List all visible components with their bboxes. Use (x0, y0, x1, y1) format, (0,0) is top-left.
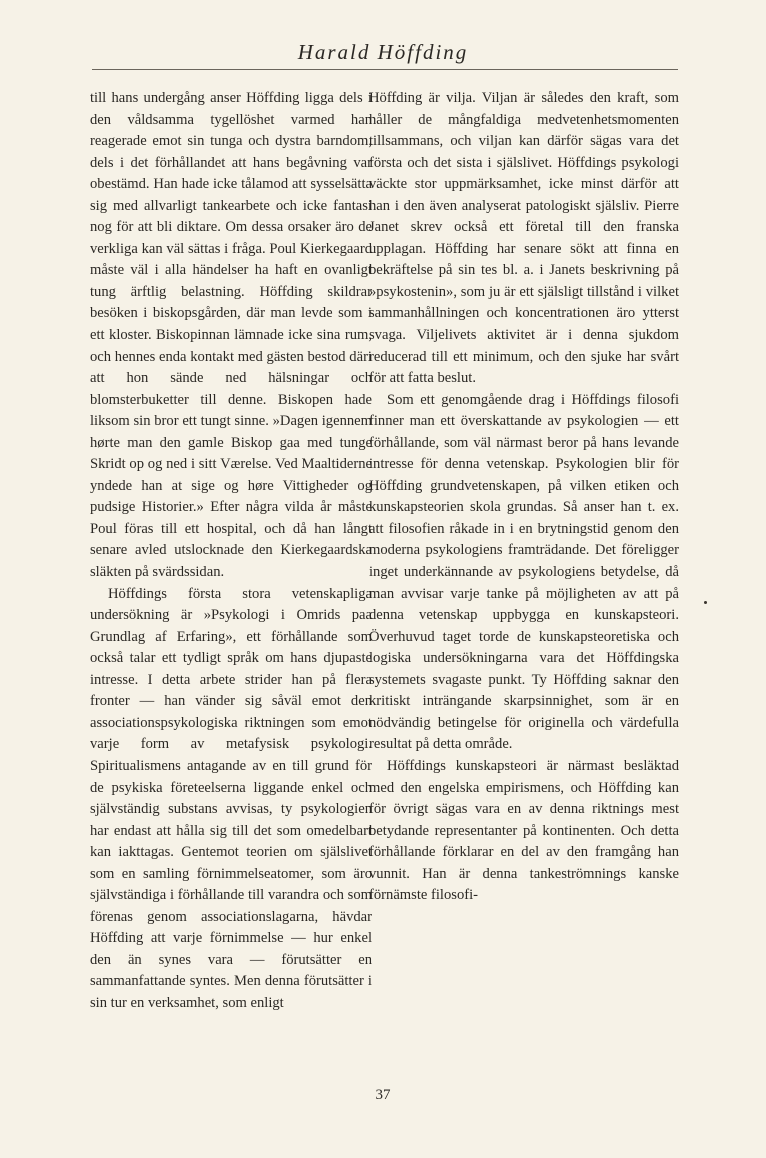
running-head-title: Harald Höffding (297, 40, 469, 64)
right-column (369, 88, 679, 907)
margin-dot-mark (704, 601, 707, 604)
paragraph-right-1: Höffding är vilja. Viljan är således den kraft, som håller de mångfaldiga medvetenhetsmomenten tillsammans, och viljan kan därför sägas vara det första och det sista i själslivet. Höffdings psykologi väckte stor uppmärksamhet, icke minst därför att han i den även analyserat patologiskt själsliv. Pierre Janet skrev också ett företal till den franska upplagan. Höffding har senare sökt att finna en bekräftelse på sin tes bl. a. i Janets beskrivning på »psykostenin», som ju är ett själsligt tillstånd i vilket sammanhållningen och koncentrationen äro ytterst svaga. Viljelivets aktivitet är i denna sjukdom reducerad till ett minimum, och den sjuke har svårt för att fatta beslut. (369, 90, 679, 387)
paragraph-right-3: Höffdings kunskapsteori är närmast besläktad med den engelska empirismens, och Höffding kan för övrigt sägas vara en av denna riktnings mest betydande representanter på kontinenten. Och detta förhållande förklarar en del av den framgång han vunnit. Han är denna tankeströmnings kanske förnämste filosofi- (369, 757, 679, 904)
paragraph-left-2: Höffdings första stora vetenskapliga undersökning är »Psykologi i Omrids paa Grundlag af Erfaring», ett förhållande som också talar ett tydligt språk om hans djupaste intresse. I detta arbete strider han på flera fronter — han vänder sig såväl emot den associationspsykologiska riktningen som emot varje form av metafysisk psykologi. Spiritualismens antagande av en till grund för de psykiska företeelserna liggande enkel och självständig substans avvisas, ty psykologien har endast att hålla sig till det som omedelbart kan iakttagas. Gentemot teorien om själslivet som en samling förnimmelseatomer, som äro självständiga i förhållande till varandra och som förenas genom associationslagarna, hävdar Höffding att varje förnimmelse — hur enkel den än synes vara — förutsätter en sammanfattande syntes. Men denna förutsätter i sin tur en verksamhet, som enligt (90, 585, 372, 1011)
page-number: 37 (375, 1087, 391, 1103)
header-rule (92, 69, 678, 70)
paragraph-left-1: till hans undergång anser Höffding ligga dels i den våldsamma tygellöshet varmed han reagerade emot sin tunga och dystra barndom, dels i det förhållandet att hans begåvning var obestämd. Han hade icke tålamod att sysselsätta sig med allvarligt tankearbete och icke fantasi nog för att bli diktare. Om dessa orsaker äro de verkliga kan väl sättas i fråga. Poul Kierkegaard måste väl i alla händelser ha haft en ovanligt tung ärftlig belastning. Höffding skildrar besöken i biskopsgården, där man levde som i ett kloster. Biskopinnan lämnade icke sina rum, och hennes enda kontakt med gästen bestod däri att hon sände ned hälsningar och blomsterbuketter till denne. Biskopen hade liksom sin bror ett tungt sinne. »Dagen igennem hørte man den gamle Biskop gaa med tunge Skridt op og ned i sitt Værelse. Ved Maaltiderne yndede han at sige og høre Vittigheder og pudsige Historier.» Efter några vilda år måste Poul föras till ett hospital, och då han långt senare avled utslocknade den Kierkegaardska släkten på svärdssidan. (90, 90, 372, 581)
left-column (90, 88, 372, 1015)
paragraph-right-2: Som ett genomgående drag i Höffdings filosofi finner man ett överskattande av psykologien — ett förhållande, som väl närmast beror på hans levande intresse för denna vetenskap. Psykologien blir för Höffding grundvetenskapen, på vilken etiken och kunskapsteorien skola grundas. Så anser han t. ex. att filosofien råkade in i en brytningstid genom den moderna psykologiens framträdande. Det föreligger inget underkännande av psykologiens betydelse, då man avvisar varje tanke på möjligheten av att på denna vetenskap uppbygga en kunskapsteori. Överhuvud taget torde de kunskapsteoretiska och logiska undersökningarna vara det Höffdingska systemets svagaste punkt. Ty Höffding saknar den kritiskt inträngande skarpsinnighet, som är en nödvändig betingelse för originella och värdefulla resultat på detta område. (369, 391, 679, 753)
